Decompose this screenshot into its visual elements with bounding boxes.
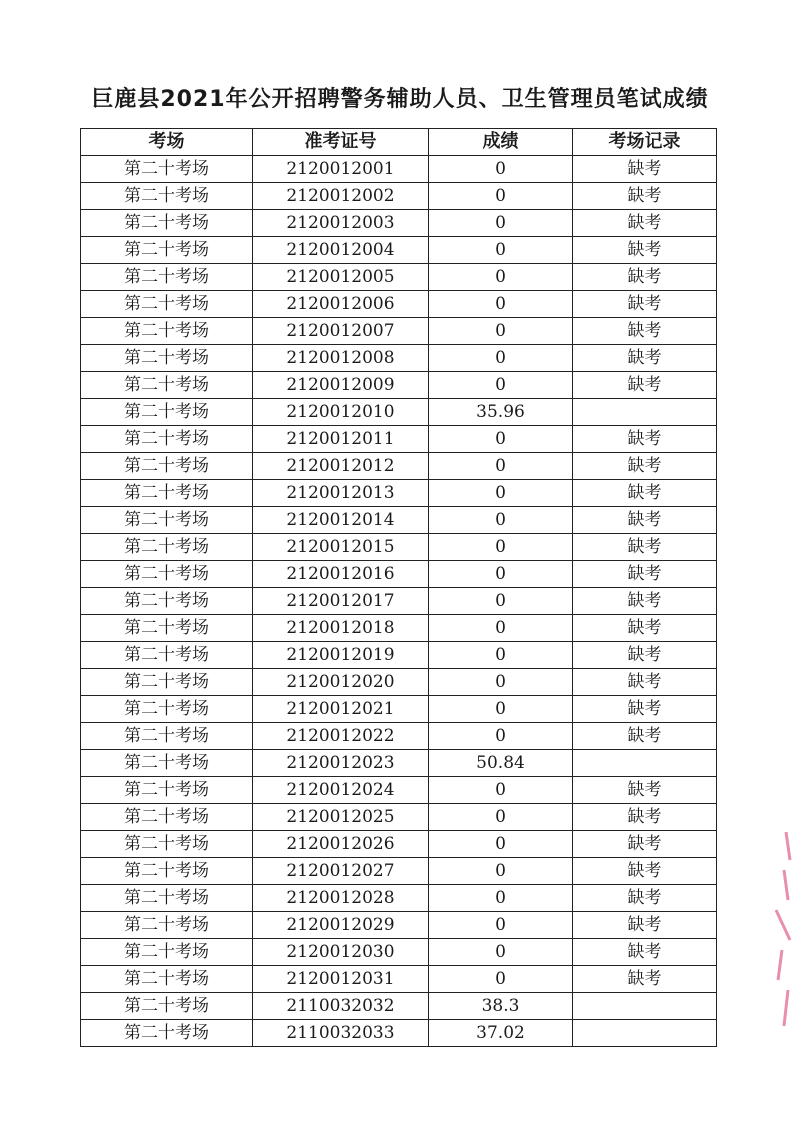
room-cell: 第二十考场 — [81, 318, 253, 345]
exam-id-cell: 2120012011 — [253, 426, 429, 453]
room-cell: 第二十考场 — [81, 561, 253, 588]
record-cell: 缺考 — [573, 804, 717, 831]
room-cell: 第二十考场 — [81, 291, 253, 318]
exam-id-cell: 2120012003 — [253, 210, 429, 237]
table-row — [81, 264, 717, 291]
record-cell: 缺考 — [573, 237, 717, 264]
table-row — [81, 777, 717, 804]
header-record: 考场记录 — [573, 129, 717, 156]
table-row — [81, 912, 717, 939]
record-cell: 缺考 — [573, 426, 717, 453]
table-row — [81, 669, 717, 696]
score-cell: 0 — [429, 453, 573, 480]
score-cell: 0 — [429, 237, 573, 264]
record-cell: 缺考 — [573, 507, 717, 534]
record-cell — [573, 1020, 717, 1047]
record-cell: 缺考 — [573, 183, 717, 210]
exam-id-cell: 2120012025 — [253, 804, 429, 831]
room-cell: 第二十考场 — [81, 372, 253, 399]
score-cell: 0 — [429, 966, 573, 993]
table-row — [81, 885, 717, 912]
stamp-stroke — [776, 832, 790, 1026]
exam-id-cell: 2120012008 — [253, 345, 429, 372]
score-cell: 0 — [429, 507, 573, 534]
exam-id-cell: 2120012015 — [253, 534, 429, 561]
table-row — [81, 642, 717, 669]
record-cell: 缺考 — [573, 345, 717, 372]
exam-id-cell: 2120012023 — [253, 750, 429, 777]
table-row — [81, 615, 717, 642]
exam-id-cell: 2120012017 — [253, 588, 429, 615]
table-header — [81, 129, 717, 156]
room-cell: 第二十考场 — [81, 804, 253, 831]
table-row — [81, 453, 717, 480]
table-row — [81, 966, 717, 993]
table-row — [81, 1020, 717, 1047]
record-cell: 缺考 — [573, 696, 717, 723]
record-cell: 缺考 — [573, 858, 717, 885]
room-cell: 第二十考场 — [81, 264, 253, 291]
score-cell: 0 — [429, 642, 573, 669]
score-cell: 0 — [429, 210, 573, 237]
room-cell: 第二十考场 — [81, 237, 253, 264]
exam-id-cell: 2120012010 — [253, 399, 429, 426]
exam-id-cell: 2110032033 — [253, 1020, 429, 1047]
table-row — [81, 534, 717, 561]
record-cell: 缺考 — [573, 156, 717, 183]
score-cell: 0 — [429, 669, 573, 696]
score-cell: 0 — [429, 912, 573, 939]
score-cell: 0 — [429, 534, 573, 561]
record-cell: 缺考 — [573, 831, 717, 858]
score-cell: 0 — [429, 345, 573, 372]
room-cell: 第二十考场 — [81, 885, 253, 912]
score-cell: 0 — [429, 777, 573, 804]
header-room: 考场 — [81, 129, 253, 156]
score-cell: 0 — [429, 831, 573, 858]
table-row — [81, 399, 717, 426]
exam-id-cell: 2120012022 — [253, 723, 429, 750]
room-cell: 第二十考场 — [81, 588, 253, 615]
table-row — [81, 426, 717, 453]
score-cell: 0 — [429, 183, 573, 210]
room-cell: 第二十考场 — [81, 696, 253, 723]
score-cell: 0 — [429, 858, 573, 885]
exam-id-cell: 2120012004 — [253, 237, 429, 264]
room-cell: 第二十考场 — [81, 858, 253, 885]
table-row — [81, 318, 717, 345]
table-row — [81, 183, 717, 210]
room-cell: 第二十考场 — [81, 669, 253, 696]
table-row — [81, 750, 717, 777]
room-cell: 第二十考场 — [81, 399, 253, 426]
exam-id-cell: 2120012014 — [253, 507, 429, 534]
room-cell: 第二十考场 — [81, 210, 253, 237]
room-cell: 第二十考场 — [81, 642, 253, 669]
table-row — [81, 561, 717, 588]
room-cell: 第二十考场 — [81, 345, 253, 372]
record-cell — [573, 750, 717, 777]
score-table — [80, 128, 717, 1047]
room-cell: 第二十考场 — [81, 1020, 253, 1047]
record-cell: 缺考 — [573, 723, 717, 750]
score-cell: 0 — [429, 696, 573, 723]
room-cell: 第二十考场 — [81, 777, 253, 804]
score-cell: 0 — [429, 588, 573, 615]
exam-id-cell: 2120012026 — [253, 831, 429, 858]
record-cell: 缺考 — [573, 534, 717, 561]
score-cell: 0 — [429, 804, 573, 831]
exam-id-cell: 2120012006 — [253, 291, 429, 318]
room-cell: 第二十考场 — [81, 993, 253, 1020]
exam-id-cell: 2120012019 — [253, 642, 429, 669]
exam-id-cell: 2120012024 — [253, 777, 429, 804]
table-row — [81, 291, 717, 318]
table-row — [81, 588, 717, 615]
record-cell: 缺考 — [573, 615, 717, 642]
record-cell: 缺考 — [573, 480, 717, 507]
room-cell: 第二十考场 — [81, 426, 253, 453]
record-cell: 缺考 — [573, 588, 717, 615]
record-cell — [573, 399, 717, 426]
room-cell: 第二十考场 — [81, 453, 253, 480]
header-exam-id: 准考证号 — [253, 129, 429, 156]
record-cell: 缺考 — [573, 561, 717, 588]
room-cell: 第二十考场 — [81, 156, 253, 183]
room-cell: 第二十考场 — [81, 183, 253, 210]
room-cell: 第二十考场 — [81, 939, 253, 966]
exam-id-cell: 2120012031 — [253, 966, 429, 993]
record-cell — [573, 993, 717, 1020]
table-row — [81, 993, 717, 1020]
red-stamp-fragment — [766, 830, 794, 1030]
score-cell: 0 — [429, 291, 573, 318]
room-cell: 第二十考场 — [81, 966, 253, 993]
exam-id-cell: 2120012028 — [253, 885, 429, 912]
record-cell: 缺考 — [573, 372, 717, 399]
record-cell: 缺考 — [573, 318, 717, 345]
score-cell: 0 — [429, 426, 573, 453]
score-cell: 35.96 — [429, 399, 573, 426]
header-score: 成绩 — [429, 129, 573, 156]
room-cell: 第二十考场 — [81, 831, 253, 858]
room-cell: 第二十考场 — [81, 615, 253, 642]
exam-id-cell: 2110032032 — [253, 993, 429, 1020]
exam-id-cell: 2120012029 — [253, 912, 429, 939]
record-cell: 缺考 — [573, 912, 717, 939]
exam-id-cell: 2120012016 — [253, 561, 429, 588]
score-cell: 37.02 — [429, 1020, 573, 1047]
exam-id-cell: 2120012021 — [253, 696, 429, 723]
record-cell: 缺考 — [573, 453, 717, 480]
record-cell: 缺考 — [573, 210, 717, 237]
table-row — [81, 156, 717, 183]
record-cell: 缺考 — [573, 885, 717, 912]
score-cell: 0 — [429, 615, 573, 642]
room-cell: 第二十考场 — [81, 912, 253, 939]
record-cell: 缺考 — [573, 939, 717, 966]
room-cell: 第二十考场 — [81, 750, 253, 777]
score-cell: 0 — [429, 318, 573, 345]
score-cell: 0 — [429, 372, 573, 399]
table-row — [81, 480, 717, 507]
table-body — [81, 156, 717, 1047]
record-cell: 缺考 — [573, 966, 717, 993]
record-cell: 缺考 — [573, 291, 717, 318]
exam-id-cell: 2120012020 — [253, 669, 429, 696]
table-row — [81, 831, 717, 858]
score-cell: 50.84 — [429, 750, 573, 777]
record-cell: 缺考 — [573, 777, 717, 804]
table-row — [81, 237, 717, 264]
record-cell: 缺考 — [573, 264, 717, 291]
room-cell: 第二十考场 — [81, 480, 253, 507]
room-cell: 第二十考场 — [81, 534, 253, 561]
exam-id-cell: 2120012009 — [253, 372, 429, 399]
score-cell: 0 — [429, 264, 573, 291]
document-title: 巨鹿县2021年公开招聘警务辅助人员、卫生管理员笔试成绩 — [91, 87, 709, 112]
exam-id-cell: 2120012012 — [253, 453, 429, 480]
table-row — [81, 723, 717, 750]
score-cell: 0 — [429, 156, 573, 183]
exam-id-cell: 2120012005 — [253, 264, 429, 291]
exam-id-cell: 2120012013 — [253, 480, 429, 507]
exam-id-cell: 2120012001 — [253, 156, 429, 183]
score-cell: 0 — [429, 723, 573, 750]
exam-id-cell: 2120012027 — [253, 858, 429, 885]
table-row — [81, 939, 717, 966]
table-row — [81, 804, 717, 831]
table-row — [81, 507, 717, 534]
table-row — [81, 210, 717, 237]
score-cell: 0 — [429, 480, 573, 507]
table-row — [81, 345, 717, 372]
table-row — [81, 696, 717, 723]
header-row — [81, 129, 717, 156]
score-cell: 0 — [429, 561, 573, 588]
score-cell: 0 — [429, 885, 573, 912]
record-cell: 缺考 — [573, 669, 717, 696]
exam-id-cell: 2120012018 — [253, 615, 429, 642]
exam-id-cell: 2120012007 — [253, 318, 429, 345]
score-cell: 0 — [429, 939, 573, 966]
record-cell: 缺考 — [573, 642, 717, 669]
exam-id-cell: 2120012002 — [253, 183, 429, 210]
room-cell: 第二十考场 — [81, 507, 253, 534]
exam-id-cell: 2120012030 — [253, 939, 429, 966]
table-row — [81, 372, 717, 399]
room-cell: 第二十考场 — [81, 723, 253, 750]
score-cell: 38.3 — [429, 993, 573, 1020]
table-row — [81, 858, 717, 885]
